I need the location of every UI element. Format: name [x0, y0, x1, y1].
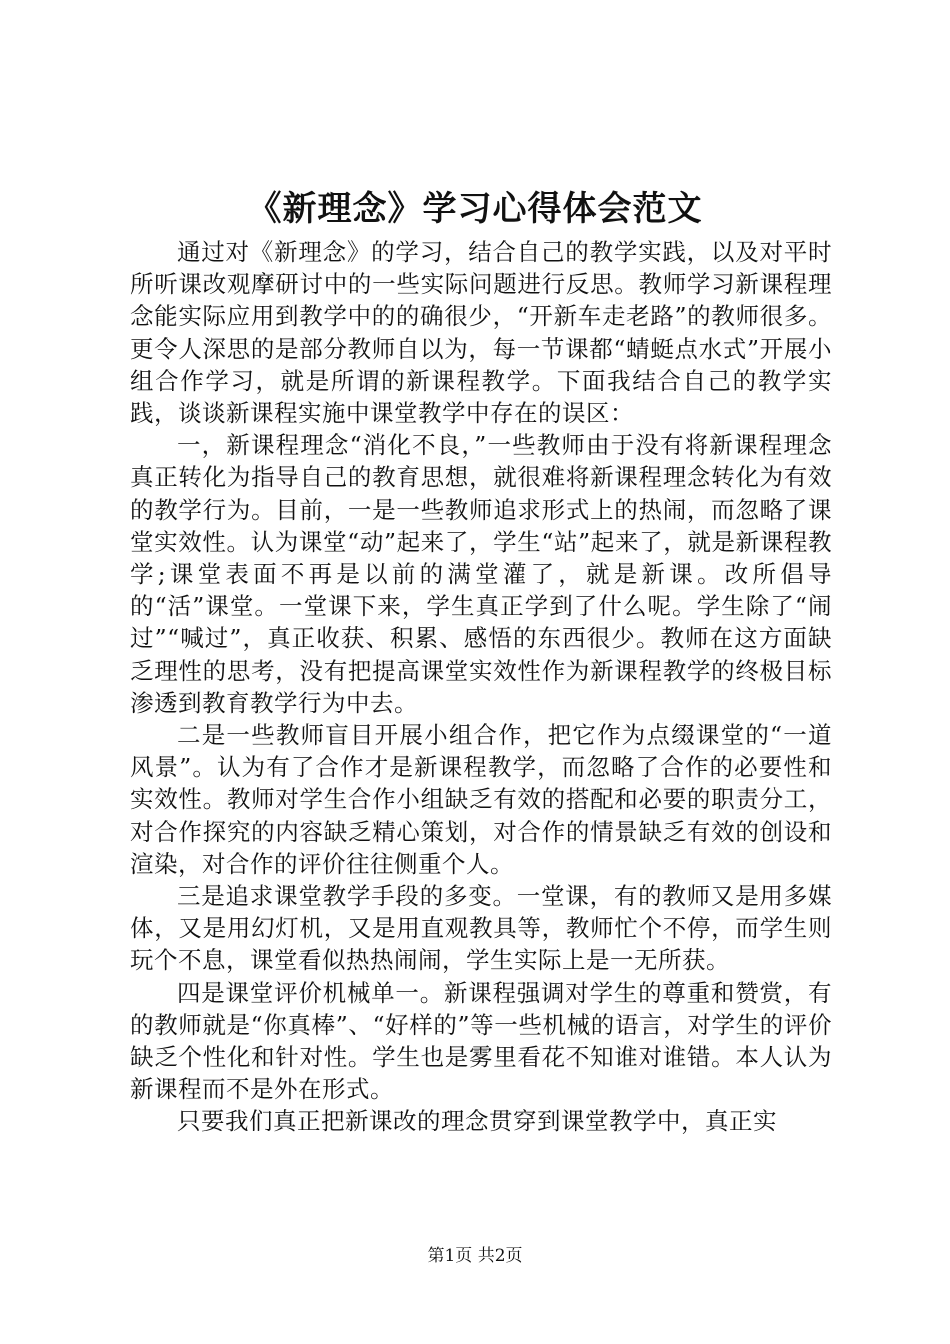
paragraph-point-three: 三是追求课堂教学手段的多变。一堂课，有的教师又是用多媒体，又是用幻灯机，又是用直观教具等，教师忙个不停，而学生则玩个不息，课堂看似热热闹闹，学生实际上是一无所获。: [130, 882, 832, 975]
page-number-footer: 第1页 共2页: [427, 1246, 523, 1266]
paragraph-point-two: 二是一些教师盲目开展小组合作，把它作为点缀课堂的“一道风景”。认为有了合作才是新课程教学，而忽略了合作的必要性和实效性。教师对学生合作小组缺乏有效的搭配和必要的职责分工，对合作探究的内容缺乏精心策划，对合作的情景缺乏有效的创设和渲染，对合作的评价往往侧重个人。: [130, 721, 832, 878]
document-title: 《新理念》学习心得体会范文: [247, 189, 703, 229]
document-body: [130, 236, 832, 1138]
paragraph-point-four: 四是课堂评价机械单一。新课程强调对学生的尊重和赞赏，有的教师就是“你真棒”、“好样的”等一些机械的语言，对学生的评价缺乏个性化和针对性。学生也是雾里看花不知谁对谁错。本人认为新课程而不是外在形式。: [130, 978, 832, 1104]
paragraph-conclusion: 只要我们真正把新课改的理念贯穿到课堂教学中，真正实: [177, 1107, 777, 1136]
paragraph-intro: 通过对《新理念》的学习，结合自己的教学实践，以及对平时所听课改观摩研讨中的一些实际问题进行反思。教师学习新课程理念能实际应用到教学中的的确很少，“开新车走老路”的教师很多。更令人深思的是部分教师自以为，每一节课都“蜻蜓点水式”开展小组合作学习，就是所谓的新课程教学。下面我结合自己的教学实践，谈谈新课程实施中课堂教学中存在的误区：: [130, 238, 832, 428]
paragraph-point-one: 一，新课程理念“消化不良，”一些教师由于没有将新课程理念真正转化为指导自己的教育思想，就很难将新课程理念转化为有效的教学行为。目前，一是一些教师追求形式上的热闹，而忽略了课堂实效性。认为课堂“动”起来了，学生“站”起来了，就是新课程教学;课堂表面不再是以前的满堂灌了，就是新课。改所倡导的“活”课堂。一堂课下来，学生真正学到了什么呢。学生除了“闹过”“喊过”，真正收获、积累、感悟的东西很少。教师在这方面缺乏理性的思考，没有把提高课堂实效性作为新课程教学的终极目标渗透到教育教学行为中去。: [130, 431, 832, 717]
